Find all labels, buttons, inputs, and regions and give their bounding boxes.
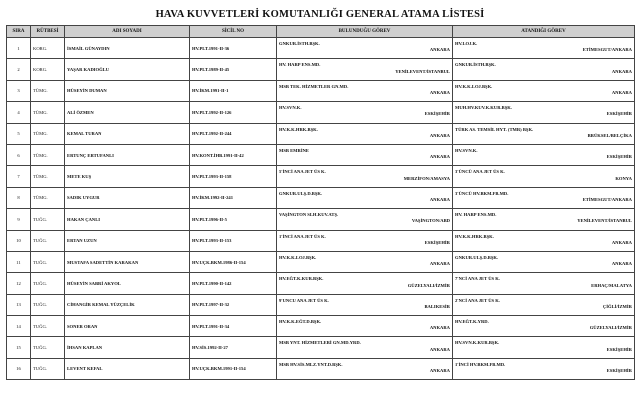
row-new-post [453, 294, 635, 315]
row-number: 6 [7, 144, 31, 165]
table-row [7, 316, 635, 337]
row-rank: TUĞG. [31, 316, 65, 337]
assignment-table [6, 25, 635, 380]
row-name: İSMAİL GÜNAYDIN [65, 38, 190, 59]
row-new-post [453, 187, 635, 208]
row-number: 1 [7, 38, 31, 59]
col-header-bulundugu-gorev: BULUNDUĞU GÖREV [277, 26, 453, 38]
row-rank: KORG. [31, 59, 65, 80]
row-sicil: HV.İKM.1991-II-1 [190, 80, 277, 101]
current-post-city: ANKARA [429, 325, 450, 331]
row-new-post [453, 273, 635, 294]
row-number: 16 [7, 358, 31, 379]
new-post-city: ETİMESGUT/ANKARA [582, 196, 632, 202]
current-post-title: HV.K.K.EĞT.D.BŞK. [279, 319, 322, 325]
current-post-title: HV. HARP ENS.MD. [279, 62, 321, 68]
row-sicil: HV.İKM.1992-II-241 [190, 187, 277, 208]
new-post-city: ANKARA [611, 68, 632, 74]
row-new-post [453, 144, 635, 165]
current-post-city: ANKARA [429, 47, 450, 53]
new-post-title: TÜRK AS. TEMSİL HYT. (TMR) BŞK. [455, 126, 534, 132]
current-post-title: HV.K.K.HRK.BŞK. [279, 126, 318, 132]
row-sicil: HV.PLT.1993-II-158 [190, 166, 277, 187]
row-sicil: HV.PLT.1992-II-126 [190, 102, 277, 123]
row-current-post [277, 230, 453, 251]
new-post-title: HV.SVN.K.KUR.BŞK. [455, 340, 500, 346]
row-name: HÜSEYİN SABRİ AKYOL [65, 273, 190, 294]
row-new-post [453, 251, 635, 272]
new-post-city: ANKARA [611, 239, 632, 245]
row-new-post [453, 209, 635, 230]
table-row [7, 187, 635, 208]
new-post-title: HV.K.K.LOJ.BŞK. [455, 83, 493, 89]
row-rank: TÜMG. [31, 123, 65, 144]
row-current-post [277, 144, 453, 165]
row-current-post [277, 38, 453, 59]
table-row [7, 59, 635, 80]
current-post-title: MSB TEK. HİZMETLER GN.MD. [279, 83, 349, 89]
row-current-post [277, 358, 453, 379]
table-row [7, 144, 635, 165]
row-name: HÜSEYİN DUMAN [65, 80, 190, 101]
row-current-post [277, 80, 453, 101]
new-post-title: 3'ÜNCÜ ANA JET ÜS K. [455, 169, 505, 175]
row-current-post [277, 59, 453, 80]
row-name: ALİ ÖZMEN [65, 102, 190, 123]
row-rank: TÜMG. [31, 80, 65, 101]
table-row [7, 337, 635, 358]
row-rank: TÜMG. [31, 102, 65, 123]
current-post-title: MSB EMRİNE [279, 147, 309, 153]
row-name: HAKAN ÇANLI [65, 209, 190, 230]
col-header-sira: SIRA [7, 26, 31, 38]
row-new-post [453, 80, 635, 101]
row-sicil: HV.UÇK.BKM.1991-II-154 [190, 358, 277, 379]
table-row [7, 273, 635, 294]
row-new-post [453, 166, 635, 187]
row-sicil: HV.PLT.1991-II-34 [190, 316, 277, 337]
row-sicil: HV.PLT.1997-II-32 [190, 294, 277, 315]
row-sicil: HV.PLT.1989-II-45 [190, 59, 277, 80]
new-post-city: ESKİŞEHİR [606, 368, 632, 374]
row-sicil: HV.PLT.1992-II-244 [190, 123, 277, 144]
row-rank: TÜMG. [31, 144, 65, 165]
new-post-city: ANKARA [611, 261, 632, 267]
table-row [7, 251, 635, 272]
row-new-post [453, 102, 635, 123]
table-header-row [7, 26, 635, 38]
row-new-post [453, 38, 635, 59]
current-post-title: MSB YNT. HİZMETLERİ GN.MD.YRD. [279, 340, 361, 346]
new-post-city: ETİMESGUT/ANKARA [582, 47, 632, 53]
new-post-title: HV.EĞT.K.YRD. [455, 319, 489, 325]
new-post-city: KONYA [615, 175, 632, 181]
row-new-post [453, 337, 635, 358]
row-rank: TUĞG. [31, 294, 65, 315]
current-post-city: ANKARA [429, 89, 450, 95]
row-sicil: HV.PLT.1991-II-36 [190, 38, 277, 59]
row-number: 13 [7, 294, 31, 315]
row-name: LEVENT KEFAL [65, 358, 190, 379]
row-new-post [453, 316, 635, 337]
row-rank: TUĞG. [31, 230, 65, 251]
row-number: 10 [7, 230, 31, 251]
new-post-city: ÇİĞLİ/İZMİR [602, 303, 632, 309]
row-current-post [277, 102, 453, 123]
table-row [7, 230, 635, 251]
new-post-title: 7'NCİ ANA JET ÜS K. [455, 276, 500, 282]
row-sicil: HV.PLT.1990-II-142 [190, 273, 277, 294]
row-sicil: HV.SİS.1992-II-27 [190, 337, 277, 358]
row-current-post [277, 123, 453, 144]
current-post-city: ANKARA [429, 261, 450, 267]
row-new-post [453, 59, 635, 80]
table-row [7, 102, 635, 123]
row-sicil: HV.UÇK.BKM.1986-II-154 [190, 251, 277, 272]
row-number: 9 [7, 209, 31, 230]
current-post-city: YENİLEVENT/İSTANBUL [395, 68, 450, 74]
col-header-adi-soyadi: ADI SOYADI [65, 26, 190, 38]
table-row [7, 358, 635, 379]
row-name: ERTUNÇ ERTUFANLI [65, 144, 190, 165]
row-new-post [453, 123, 635, 144]
col-header-sicil-no: SİCİL NO [190, 26, 277, 38]
current-post-title: HV.EĞT.K.KUR.BŞK. [279, 276, 324, 282]
row-sicil: HV.KONT.İHB.1991-II-42 [190, 144, 277, 165]
new-post-city: ANKARA [611, 89, 632, 95]
table-row [7, 38, 635, 59]
current-post-city: ANKARA [429, 368, 450, 374]
new-post-city: GÜZELYALI/İZMİR [589, 325, 632, 331]
current-post-title: 5'İNCİ ANA JET ÜS K. [279, 169, 326, 175]
row-name: CİHANGİR KEMAL YÜZÇELİK [65, 294, 190, 315]
new-post-title: HV.SVN.K. [455, 147, 478, 153]
row-rank: TUĞG. [31, 251, 65, 272]
table-row [7, 294, 635, 315]
new-post-title: GNKUR.ULŞ.D.BŞK. [455, 254, 499, 260]
row-number: 11 [7, 251, 31, 272]
row-name: SONER ORAN [65, 316, 190, 337]
row-rank: TUĞG. [31, 358, 65, 379]
row-rank: TUĞG. [31, 337, 65, 358]
new-post-city: ESKİŞEHİR [606, 154, 632, 160]
row-current-post [277, 209, 453, 230]
row-number: 14 [7, 316, 31, 337]
row-sicil: HV.PLT.1993-II-153 [190, 230, 277, 251]
current-post-title: GNKUR.ULŞ.D.BŞK. [279, 190, 323, 196]
current-post-title: MSB HV.SİS.MLZ.YNT.D.BŞK. [279, 361, 343, 367]
col-header-rutbe: RÜTBESİ [31, 26, 65, 38]
new-post-city: ERHAÇ/MALATYA [591, 282, 632, 288]
row-number: 15 [7, 337, 31, 358]
current-post-title: HV.K.K.LOJ.BŞK. [279, 254, 317, 260]
current-post-city: BALIKESİR [424, 303, 450, 309]
row-current-post [277, 251, 453, 272]
current-post-city: GÜZELYALI/İZMİR [407, 282, 450, 288]
new-post-title: HV.K.K.HRK.BŞK. [455, 233, 494, 239]
row-current-post [277, 337, 453, 358]
current-post-city: ANKARA [429, 196, 450, 202]
current-post-title: 9'UNCU ANA JET ÜS K. [279, 297, 329, 303]
current-post-city: ANKARA [429, 154, 450, 160]
row-number: 7 [7, 166, 31, 187]
current-post-city: MERZİFON/AMASYA [403, 175, 450, 181]
row-rank: TÜMG. [31, 166, 65, 187]
row-name: METE KUŞ [65, 166, 190, 187]
row-rank: TÜMG. [31, 187, 65, 208]
current-post-city: ESKİŞEHİR [424, 239, 450, 245]
row-rank: TUĞG. [31, 209, 65, 230]
row-current-post [277, 273, 453, 294]
new-post-title: 2'NCİ ANA JET ÜS K. [455, 297, 500, 303]
new-post-title: MUH.HV.KUV.K.KUR.BŞK. [455, 105, 513, 111]
row-name: ERTAN UZUN [65, 230, 190, 251]
new-post-city: ESKİŞEHİR [606, 346, 632, 352]
current-post-title: VAŞİNGTON SLH.KUV.ATŞ. [279, 212, 339, 218]
row-number: 3 [7, 80, 31, 101]
current-post-city: ESKİŞEHİR [424, 111, 450, 117]
new-post-city: YENİLEVENT/İSTANBUL [577, 218, 632, 224]
row-rank: TUĞG. [31, 273, 65, 294]
row-current-post [277, 166, 453, 187]
new-post-title: HV. HARP ENS.MD. [455, 212, 497, 218]
page-title: HAVA KUVVETLERİ KOMUTANLIĞI GENERAL ATAMA LİSTESİ [155, 9, 485, 20]
table-row [7, 209, 635, 230]
table-row [7, 123, 635, 144]
row-number: 8 [7, 187, 31, 208]
row-new-post [453, 230, 635, 251]
col-header-atandigi-gorev: ATANDIĞI GÖREV [453, 26, 635, 38]
table-row [7, 166, 635, 187]
new-post-city: BRÜKSEL/BELÇİKA [587, 132, 632, 138]
row-name: KEMAL TURAN [65, 123, 190, 144]
current-post-city: ANKARA [429, 132, 450, 138]
row-name: MUSTAFA SADETTİN KARAKAN [65, 251, 190, 272]
row-name: YAŞAR KADIOĞLU [65, 59, 190, 80]
current-post-city: VAŞİNGTON/ABD [411, 218, 450, 224]
current-post-title: 1'İNCİ ANA JET ÜS K. [279, 233, 326, 239]
row-rank: KORG. [31, 38, 65, 59]
row-number: 5 [7, 123, 31, 144]
row-sicil: HV.PLT.1996-II-5 [190, 209, 277, 230]
row-name: İHSAN KAPLAN [65, 337, 190, 358]
new-post-title: 3'ÜNCÜ HV.BKM.FB.MD. [455, 190, 509, 196]
row-number: 4 [7, 102, 31, 123]
new-post-title: HV.LOJ.K. [455, 41, 478, 46]
row-new-post [453, 358, 635, 379]
new-post-title: 1'İNCİ HV.BKM.FB.MD. [455, 361, 506, 367]
current-post-city: ANKARA [429, 346, 450, 352]
table-row [7, 80, 635, 101]
row-number: 12 [7, 273, 31, 294]
row-name: SADIK UYGUR [65, 187, 190, 208]
new-post-title: GNKUR.İSTH.BŞK. [455, 62, 496, 68]
new-post-city: ESKİŞEHİR [606, 111, 632, 117]
row-current-post [277, 294, 453, 315]
current-post-title: GNKUR.İSTH.BŞK. [279, 41, 320, 46]
row-number: 2 [7, 59, 31, 80]
current-post-title: HV.SVN.K. [279, 105, 302, 111]
row-current-post [277, 316, 453, 337]
row-current-post [277, 187, 453, 208]
